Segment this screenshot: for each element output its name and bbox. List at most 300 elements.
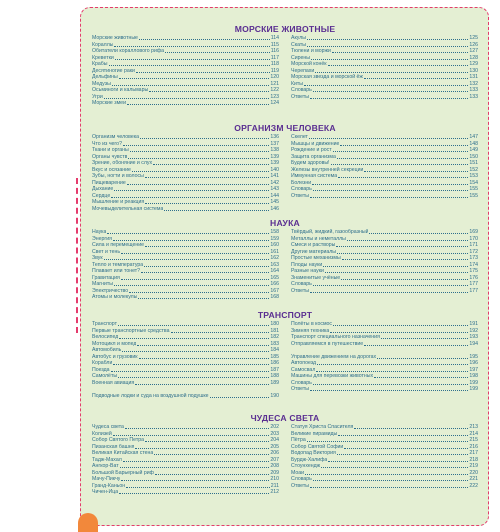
entry-page-number: 155 — [469, 192, 478, 199]
dot-leader — [127, 104, 269, 105]
contents-entry[interactable] — [291, 288, 478, 295]
entry-title: Ангкор-Ват — [92, 463, 119, 469]
entry-page-number: 205 — [270, 443, 279, 450]
entry-page-number: 141 — [270, 173, 279, 179]
entry-page-number: 209 — [270, 469, 279, 476]
entry-page-number: 203 — [270, 430, 279, 437]
dot-leader — [313, 285, 468, 286]
entry-page-number: 150 — [469, 153, 478, 160]
dot-leader — [307, 39, 468, 40]
entry-title: Смеси и растворы — [291, 242, 336, 248]
dot-leader — [113, 435, 270, 436]
entry-title: Статуя Христа Спасителя — [291, 424, 354, 430]
dot-leader — [369, 233, 468, 234]
dot-leader — [364, 171, 468, 172]
entry-page-number: 133 — [469, 87, 478, 93]
entry-page-number: 212 — [270, 489, 279, 495]
entry-page-number: 149 — [469, 147, 478, 153]
entry-page-number: 183 — [270, 340, 279, 347]
dot-leader — [309, 138, 468, 139]
entry-page-number: 219 — [469, 463, 478, 469]
dot-leader — [121, 253, 269, 254]
dot-leader — [114, 46, 269, 47]
entry-title: Организм человека — [92, 134, 139, 140]
dot-leader — [304, 85, 468, 86]
dot-leader — [136, 72, 270, 73]
dot-leader — [364, 78, 468, 79]
entry-title: Тепло и температура — [92, 261, 144, 268]
dot-leader — [164, 210, 269, 211]
entry-title: Словарь — [291, 379, 312, 386]
dot-leader — [316, 371, 468, 372]
entry-page-number: 196 — [469, 360, 478, 366]
entry-title: Чичен-Ица — [92, 489, 119, 495]
dot-leader — [104, 98, 270, 99]
contents-column-right — [291, 321, 478, 399]
entry-page-number: 120 — [270, 74, 279, 80]
entry-page-number: 204 — [270, 437, 279, 443]
entry-title: Самолёты — [92, 373, 118, 379]
entry-title: Морские животные — [92, 35, 138, 41]
dot-leader — [149, 91, 269, 92]
entry-title: Иммунная система — [291, 173, 338, 179]
dot-leader — [119, 338, 269, 339]
entry-page-number: 152 — [469, 166, 478, 173]
dot-leader — [123, 461, 270, 462]
entry-page-number: 167 — [270, 287, 279, 294]
entry-page-number: 177 — [469, 287, 478, 294]
entry-title: Ответы — [291, 93, 309, 100]
dot-leader — [118, 377, 269, 378]
dot-leader — [312, 184, 468, 185]
entry-title: Самосвал — [291, 366, 316, 373]
entry-title: Пётра — [291, 437, 306, 443]
entry-title: Электричество — [92, 287, 129, 294]
contents-section — [92, 217, 478, 301]
entry-title: Отправляемся в путешествие — [291, 340, 364, 347]
entry-title: Морской конёк — [291, 61, 327, 67]
entry-page-number: 130 — [469, 67, 478, 74]
entry-page-number: 158 — [270, 229, 279, 235]
entry-title: Поезда — [92, 366, 110, 373]
entry-title: Десятиногие раки — [92, 67, 135, 74]
contents-column-left — [92, 229, 279, 301]
entry-page-number: 193 — [469, 334, 478, 340]
dot-leader — [123, 145, 269, 146]
entry-title: Большой Барьерный риф — [92, 469, 154, 476]
entry-page-number: 117 — [270, 54, 279, 61]
entry-title: Плоды науки — [291, 261, 323, 268]
dot-leader — [340, 145, 468, 146]
entry-title: Бурдж-Халифа — [291, 456, 328, 463]
entry-title: Гранд-Каньон — [92, 482, 126, 489]
entry-page-number: 147 — [469, 134, 478, 140]
entry-page-number: 166 — [270, 281, 279, 287]
entry-page-number: 131 — [469, 74, 478, 80]
dot-leader — [145, 203, 269, 204]
dot-leader — [323, 266, 468, 267]
entry-page-number: 208 — [270, 463, 279, 469]
entry-title: Киты — [291, 80, 304, 87]
corner-tab — [78, 513, 98, 532]
dot-leader — [121, 480, 269, 481]
contents-column-left — [92, 424, 279, 496]
dot-leader — [210, 397, 270, 398]
dot-leader — [310, 292, 468, 293]
entry-title: Чудеса света — [92, 424, 124, 430]
entry-page-number: 124 — [270, 100, 279, 106]
dot-leader — [307, 46, 468, 47]
entry-title: Магниты — [92, 281, 114, 287]
dot-leader — [310, 197, 468, 198]
contents-entry[interactable] — [291, 94, 478, 101]
entry-page-number: 218 — [469, 456, 478, 463]
dot-leader — [111, 371, 270, 372]
entry-title: Болезни — [291, 179, 312, 186]
entry-page-number: 191 — [469, 321, 478, 327]
entry-page-number: 173 — [469, 255, 478, 261]
contents-entry[interactable] — [291, 193, 478, 200]
entry-page-number: 146 — [270, 205, 279, 212]
entry-title: Полёты в космос — [291, 321, 333, 327]
entry-title: Простые механизмы — [291, 255, 341, 261]
entry-title: Другие материалы — [291, 248, 337, 255]
entry-title: Рождение и рост — [291, 147, 332, 153]
contents-entry[interactable] — [92, 100, 279, 107]
entry-title: Колизей — [92, 430, 112, 437]
section-title: ЧУДЕСА СВЕТА — [250, 413, 320, 423]
entry-title: Металлы и неметаллы — [291, 235, 346, 242]
entry-page-number: 140 — [270, 166, 279, 173]
entry-page-number: 148 — [469, 140, 478, 147]
dot-leader — [313, 190, 468, 191]
dot-leader — [377, 358, 468, 359]
entry-page-number: 222 — [469, 482, 478, 489]
entry-page-number: 136 — [270, 134, 279, 140]
entry-title: Собор Святого Петра — [92, 437, 144, 443]
dot-leader — [128, 158, 269, 159]
entry-page-number: 119 — [270, 67, 279, 74]
dot-leader — [107, 233, 269, 234]
dot-leader — [114, 190, 269, 191]
entry-title: Словарь — [291, 476, 312, 482]
entry-page-number: 114 — [270, 35, 279, 41]
dot-leader — [342, 259, 469, 260]
entry-title: Сердце — [92, 192, 111, 199]
entry-title: Свет и тень — [92, 248, 121, 255]
entry-page-number: 176 — [469, 274, 478, 281]
entry-title: Креветки — [92, 54, 114, 61]
entry-title: Защита организма — [291, 153, 336, 160]
entry-page-number: 186 — [270, 360, 279, 366]
entry-title: Зрение, обоняние и слух — [92, 160, 153, 166]
dot-leader — [333, 151, 469, 152]
entry-title: Моаи — [291, 469, 305, 476]
entry-title: Автопоезд — [291, 360, 317, 366]
entry-page-number: 138 — [270, 147, 279, 153]
entry-page-number: 169 — [469, 229, 478, 235]
entry-page-number: 133 — [469, 93, 478, 100]
entry-page-number: 118 — [270, 61, 279, 67]
dot-leader — [113, 240, 269, 241]
entry-title: Словарь — [291, 87, 312, 93]
dot-leader — [120, 467, 270, 468]
dot-leader — [121, 279, 270, 280]
entry-title: Словарь — [291, 186, 312, 192]
dot-leader — [165, 52, 270, 53]
contents-entry[interactable] — [92, 294, 279, 301]
entry-title: Осьминоги и кальмары — [92, 87, 149, 93]
entry-page-number: 127 — [469, 48, 478, 54]
entry-title: Управление движением на дорогах — [291, 353, 377, 360]
entry-page-number: 145 — [270, 199, 279, 205]
entry-page-number: 199 — [469, 386, 478, 392]
entry-title: Скелет — [291, 134, 308, 140]
entry-page-number: 170 — [469, 235, 478, 242]
entry-page-number: 197 — [469, 366, 478, 373]
contents-column-right — [291, 229, 478, 301]
entry-page-number: 177 — [469, 281, 478, 287]
contents-section — [92, 309, 478, 399]
entry-page-number: 182 — [270, 334, 279, 340]
entry-title: Транспорт — [92, 321, 117, 327]
contents-column-left — [92, 134, 279, 212]
contents-column-right — [291, 134, 478, 212]
entry-title: Мочевыделительная система — [92, 205, 164, 212]
entry-page-number: 154 — [469, 179, 478, 186]
dot-leader — [341, 279, 468, 280]
entry-page-number: 174 — [469, 261, 478, 268]
dot-leader — [313, 91, 468, 92]
entry-title: Мышление и реакция — [92, 199, 145, 205]
entry-page-number: 175 — [469, 268, 478, 274]
dot-leader — [171, 332, 270, 333]
entry-page-number: 171 — [469, 242, 478, 248]
entry-page-number: 214 — [469, 430, 478, 437]
entry-title: Автобус и грузовик — [92, 353, 138, 360]
entry-title: Угри — [92, 93, 103, 100]
dot-leader — [113, 364, 269, 365]
entry-title: Словарь — [291, 281, 312, 287]
entry-page-number: 142 — [270, 179, 279, 186]
dot-leader — [338, 177, 468, 178]
entry-title: Подводные лодки и суда на воздушной подушке — [92, 392, 209, 399]
entry-title: Сирены — [291, 54, 311, 61]
dot-leader — [137, 345, 269, 346]
dot-leader — [328, 461, 468, 462]
dot-leader — [310, 98, 468, 99]
entry-page-number: 123 — [270, 93, 279, 100]
entry-page-number: 161 — [270, 248, 279, 255]
contents-column-right — [291, 35, 478, 107]
entry-page-number: 160 — [270, 242, 279, 248]
dot-leader — [310, 390, 468, 391]
dot-leader — [331, 164, 469, 165]
dot-leader — [135, 448, 269, 449]
contents-entry[interactable] — [291, 483, 478, 490]
dot-leader — [127, 184, 270, 185]
dot-leader — [132, 171, 269, 172]
entry-page-number: 137 — [270, 140, 279, 147]
dot-leader — [154, 454, 269, 455]
entry-title: Что из чего? — [92, 140, 122, 147]
contents-section — [92, 122, 478, 212]
dot-leader — [310, 487, 468, 488]
entry-title: Тюлени и моржи — [291, 48, 331, 54]
entry-title: Ткани и органы — [92, 147, 129, 153]
dot-leader — [139, 358, 270, 359]
contents-entry[interactable] — [291, 347, 478, 360]
dot-leader — [336, 246, 468, 247]
entry-page-number: 190 — [270, 392, 279, 399]
section-title: ОРГАНИЗМ ЧЕЛОВЕКА — [234, 123, 336, 133]
entry-title: Военная авиация — [92, 379, 135, 386]
contents-entry[interactable] — [92, 489, 279, 496]
dot-leader — [119, 78, 270, 79]
section-title: ТРАНСПОРТ — [257, 310, 313, 320]
dot-leader — [118, 325, 269, 326]
entry-page-number: 126 — [469, 41, 478, 48]
entry-title: Железы внутренней секреции — [291, 166, 364, 173]
dot-leader — [144, 266, 269, 267]
dot-leader — [119, 493, 269, 494]
entry-page-number: 168 — [270, 294, 279, 300]
entry-title: Стоунхендж — [291, 463, 321, 469]
side-dashed-edge — [76, 178, 78, 333]
entry-title: Энергия — [92, 235, 112, 242]
entry-page-number: 207 — [270, 456, 279, 463]
entry-page-number: 185 — [270, 353, 279, 360]
entry-page-number: 121 — [270, 80, 279, 87]
dot-leader — [344, 448, 468, 449]
dot-leader — [337, 158, 468, 159]
entry-page-number: 213 — [469, 424, 478, 430]
entry-page-number: 122 — [270, 87, 279, 93]
dot-leader — [109, 65, 270, 66]
entry-page-number: 164 — [270, 268, 279, 274]
entry-page-number: 180 — [270, 321, 279, 327]
section-title: МОРСКИЕ ЖИВОТНЫЕ — [234, 24, 336, 34]
entry-title: Органы чувств — [92, 153, 128, 160]
dot-leader — [138, 298, 269, 299]
dot-leader — [125, 428, 269, 429]
entry-page-number: 221 — [469, 476, 478, 482]
entry-page-number: 220 — [469, 469, 478, 476]
contents-column-right — [291, 424, 478, 496]
entry-title: Первые транспортные средства — [92, 327, 170, 334]
entry-title: Черепахи — [291, 67, 315, 74]
entry-title: Крабы — [92, 61, 108, 67]
entry-title: Медузы — [92, 80, 111, 87]
contents-column-left — [92, 321, 279, 399]
entry-page-number: 155 — [469, 186, 478, 192]
entry-page-number: 181 — [270, 327, 279, 334]
entry-title: Морские змеи — [92, 100, 126, 106]
dot-leader — [140, 138, 269, 139]
section-title: НАУКА — [270, 218, 300, 228]
entry-title: Ответы — [291, 287, 309, 294]
dot-leader — [337, 253, 468, 254]
entry-title: Кораллы — [92, 41, 114, 48]
entry-page-number: 159 — [270, 235, 279, 242]
entry-page-number: 116 — [270, 48, 279, 54]
contents-entry[interactable] — [92, 386, 279, 399]
entry-title: Мотоцикл и мопед — [92, 340, 137, 347]
entry-title: Гравитация — [92, 274, 120, 281]
entry-title: Атомы и молекулы — [92, 294, 138, 300]
entry-page-number: 184 — [270, 347, 279, 353]
dot-leader — [145, 177, 270, 178]
dot-leader — [135, 384, 269, 385]
dot-leader — [317, 364, 468, 365]
entry-title: Плавает или тонет? — [92, 268, 141, 274]
contents-entry[interactable] — [291, 386, 478, 393]
entry-title: Великие пирамиды — [291, 430, 338, 437]
dot-leader — [305, 474, 468, 475]
entry-page-number: 143 — [270, 186, 279, 192]
dot-leader — [338, 435, 468, 436]
entry-title: Мачу-Пикчу — [92, 476, 121, 482]
entry-page-number: 128 — [469, 54, 478, 61]
entry-title: Собор Святой Софии — [291, 443, 344, 450]
entry-title: Твёрдый, жидкий, газообразный — [291, 229, 369, 235]
dot-leader — [333, 325, 468, 326]
entry-page-number: 125 — [469, 35, 478, 41]
dot-leader — [114, 285, 269, 286]
contents-entry[interactable] — [92, 206, 279, 213]
dot-leader — [104, 259, 270, 260]
entry-title: Дельфины — [92, 74, 118, 80]
entry-title: Разные науки — [291, 268, 324, 274]
entry-page-number: 188 — [270, 373, 279, 379]
dot-leader — [315, 72, 468, 73]
dot-leader — [112, 85, 269, 86]
dot-leader — [141, 272, 269, 273]
dot-leader — [330, 332, 468, 333]
entry-title: Машины для перевозки животных — [291, 373, 374, 379]
entry-page-number: 139 — [270, 160, 279, 166]
entry-page-number: 144 — [270, 192, 279, 199]
contents-section — [92, 412, 478, 496]
entry-page-number: 216 — [469, 443, 478, 450]
dot-leader — [307, 441, 469, 442]
entry-page-number: 195 — [469, 353, 478, 360]
dot-leader — [381, 338, 468, 339]
dot-leader — [122, 351, 269, 352]
entry-title: Вкус и осязание — [92, 166, 131, 173]
entry-title: Обитатели кораллового рифа — [92, 48, 164, 54]
dot-leader — [145, 441, 269, 442]
entry-title: Морская звезда и морской ёж — [291, 74, 363, 80]
entry-page-number: 172 — [469, 248, 478, 255]
entry-title: Тадж-Махал — [92, 456, 122, 463]
dot-leader — [139, 39, 270, 40]
entry-page-number: 115 — [270, 41, 279, 48]
entry-title: Корабли — [92, 360, 113, 366]
entry-page-number: 194 — [469, 340, 478, 347]
entry-page-number: 151 — [469, 160, 478, 166]
dot-leader — [347, 240, 468, 241]
entry-title: Автомобиль — [92, 347, 122, 353]
dot-leader — [111, 197, 269, 198]
entry-page-number: 189 — [270, 379, 279, 386]
entry-page-number: 129 — [469, 61, 478, 67]
entry-title: Сила и перемещение — [92, 242, 144, 248]
entry-page-number: 199 — [469, 379, 478, 386]
entry-title: Ответы — [291, 482, 309, 489]
dot-leader — [374, 377, 468, 378]
entry-title: Великая Китайская стена — [92, 450, 154, 456]
